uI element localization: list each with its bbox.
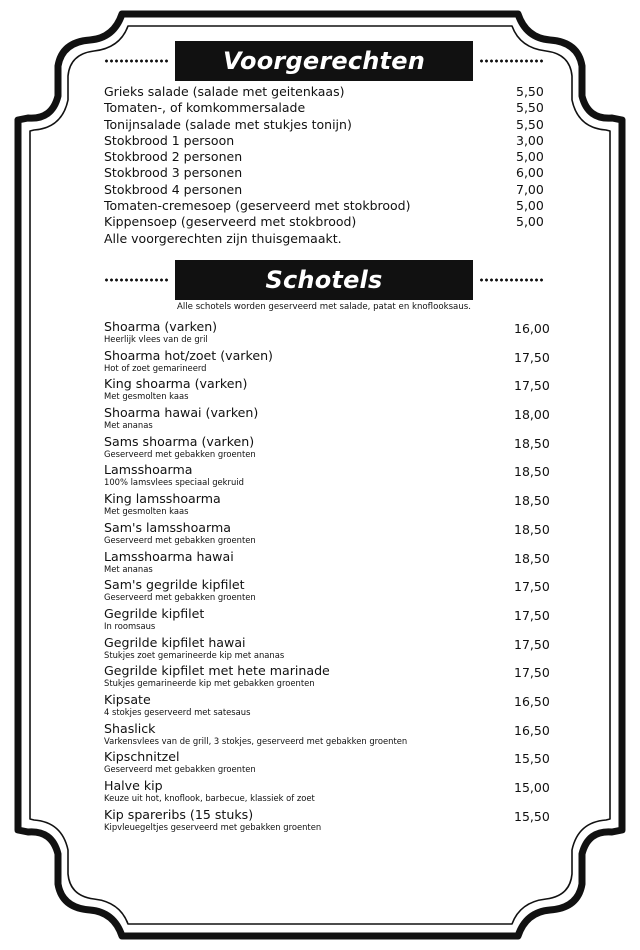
- main-item: [104, 375, 550, 404]
- main-item-description: Met ananas: [104, 420, 153, 431]
- main-item-description: Heerlijk vlees van de gril: [104, 334, 208, 344]
- starters-list: [104, 84, 546, 247]
- starters-note: Alle voorgerechten zijn thuisgemaakt.: [104, 230, 342, 246]
- starter-name: Stokbrood 4 personen: [104, 181, 243, 197]
- main-item: [104, 605, 550, 634]
- main-item-name: Lamsshoarma hawai: [104, 548, 234, 564]
- mains-list: [104, 318, 550, 834]
- starter-name: Grieks salade (salade met geitenkaas): [104, 84, 345, 99]
- starter-item: [104, 214, 546, 230]
- starter-item: [104, 149, 546, 165]
- main-item-price: 18,50: [514, 521, 550, 537]
- main-item-name: Sam's gegrilde kipfilet: [104, 577, 245, 593]
- main-item-price: 15,50: [514, 751, 550, 767]
- main-item-price: 16,50: [514, 722, 550, 738]
- starters-header: [104, 41, 544, 81]
- main-item: [104, 490, 550, 519]
- main-item-name: Shoarma (varken): [104, 319, 218, 334]
- main-item-name: Gegrilde kipfilet: [104, 605, 205, 621]
- main-item-price: 17,50: [514, 607, 550, 623]
- main-item-description: Varkensvlees van de grill, 3 stokjes, geserveerd met gebakken groenten: [104, 735, 408, 746]
- main-item-name: King lamsshoarma: [104, 491, 221, 507]
- main-item: [104, 691, 550, 720]
- main-item: [104, 720, 550, 749]
- main-item: [104, 548, 550, 577]
- main-item: [104, 662, 550, 691]
- main-item-price: 18,50: [514, 550, 550, 566]
- main-item-name: Lamsshoarma: [104, 462, 193, 478]
- main-item: [104, 404, 550, 433]
- main-item-description: 4 stokjes geserveerd met satesaus: [104, 706, 251, 717]
- starter-name: Stokbrood 1 persoon: [104, 132, 235, 148]
- main-item: [104, 519, 550, 548]
- dotted-divider-right: [479, 278, 544, 282]
- main-item-description: In roomsaus: [104, 620, 156, 631]
- main-item-price: 18,00: [514, 407, 550, 423]
- starter-price: 5,00: [516, 198, 544, 214]
- starter-item: [104, 198, 546, 214]
- main-item-name: Gegrilde kipfilet hawai: [104, 634, 246, 650]
- main-item-description: Met gesmolten kaas: [104, 391, 189, 402]
- main-item-description: Keuze uit hot, knoflook, barbecue, klassiek of zoet: [104, 793, 315, 803]
- main-item-price: 17,50: [514, 636, 550, 652]
- starter-item: [104, 84, 546, 100]
- starter-item: [104, 100, 546, 116]
- main-item-description: Kipvleuegeltjes geserveerd met gebakken groenten: [104, 821, 322, 832]
- main-item-name: Kipschnitzel: [104, 749, 180, 765]
- main-item-name: Sams shoarma (varken): [104, 433, 255, 449]
- main-item-price: 15,00: [514, 780, 550, 795]
- main-item-price: 15,50: [514, 808, 550, 824]
- starter-item: [104, 182, 546, 198]
- main-item-name: Gegrilde kipfilet met hete marinade: [104, 663, 330, 679]
- starter-item: [104, 165, 546, 181]
- main-item-price: 17,50: [514, 665, 550, 681]
- main-item-description: Met ananas: [104, 563, 153, 574]
- main-item-description: Stukjes gemarineerde kip met gebakken groenten: [104, 678, 315, 689]
- mains-title: Schotels: [175, 260, 473, 300]
- dotted-divider-left: [104, 278, 169, 282]
- main-item-description: 100% lamsvlees speciaal gekruid: [104, 477, 244, 488]
- main-item-description: Geserveerd met gebakken groenten: [104, 534, 256, 545]
- main-item-price: 16,50: [514, 693, 550, 709]
- main-item-name: Sam's lamsshoarma: [104, 519, 231, 535]
- main-item: [104, 461, 550, 490]
- main-item-description: Met gesmolten kaas: [104, 506, 189, 517]
- main-item-price: 18,50: [514, 493, 550, 509]
- dotted-divider-right: [479, 59, 544, 63]
- main-item-description: Stukjes zoet gemarineerde kip met ananas: [104, 649, 285, 660]
- main-item: [104, 318, 550, 347]
- main-item: [104, 634, 550, 663]
- starter-name: Stokbrood 3 personen: [104, 165, 243, 181]
- starter-price: 3,00: [516, 132, 544, 148]
- main-item-name: Kipsate: [104, 691, 151, 707]
- main-item-price: 18,50: [514, 435, 550, 451]
- starter-price: 6,00: [516, 165, 544, 181]
- starter-price: 5,50: [516, 116, 544, 132]
- main-item: [104, 433, 550, 462]
- main-item-price: 18,50: [514, 464, 550, 480]
- main-item-description: Geserveerd met gebakken groenten: [104, 764, 256, 775]
- starter-price: 5,50: [516, 100, 544, 116]
- starter-item: [104, 117, 546, 133]
- starter-name: Stokbrood 2 personen: [104, 149, 243, 165]
- starter-name: Tomaten-, of komkommersalade: [104, 100, 306, 116]
- main-item-name: Shoarma hot/zoet (varken): [104, 347, 273, 363]
- main-item: [104, 806, 550, 835]
- main-item: [104, 576, 550, 605]
- main-item-description: Hot of zoet gemarineerd: [104, 362, 207, 373]
- starter-price: 5,00: [516, 149, 544, 165]
- starter-name: Tomaten-cremesoep (geserveerd met stokbrood): [104, 198, 411, 214]
- starter-price: 5,00: [516, 214, 544, 230]
- main-item-name: Shoarma hawai (varken): [104, 405, 259, 421]
- starter-name: Kippensoep (geserveerd met stokbrood): [104, 214, 357, 230]
- main-item-name: Halve kip: [104, 778, 163, 793]
- main-item-name: King shoarma (varken): [104, 376, 248, 392]
- main-item-price: 16,00: [514, 321, 550, 336]
- starter-name: Tonijnsalade (salade met stukjes tonijn): [104, 116, 352, 132]
- main-item-price: 17,50: [514, 378, 550, 394]
- starter-price: 5,50: [516, 84, 544, 99]
- main-item-price: 17,50: [514, 579, 550, 595]
- starters-title: Voorgerechten: [175, 41, 473, 81]
- mains-header: [104, 260, 544, 300]
- main-item: [104, 777, 550, 806]
- main-item: [104, 347, 550, 376]
- main-item-name: Kip spareribs (15 stuks): [104, 806, 254, 822]
- main-item: [104, 748, 550, 777]
- starter-item: [104, 133, 546, 149]
- mains-subtitle: Alle schotels worden geserveerd met salade, patat en knoflooksaus.: [177, 302, 471, 312]
- main-item-name: Shaslick: [104, 720, 156, 736]
- starter-price: 7,00: [516, 181, 544, 197]
- dotted-divider-left: [104, 59, 169, 63]
- main-item-description: Geserveerd met gebakken groenten: [104, 448, 256, 459]
- main-item-description: Geserveerd met gebakken groenten: [104, 592, 256, 603]
- main-item-price: 17,50: [514, 349, 550, 365]
